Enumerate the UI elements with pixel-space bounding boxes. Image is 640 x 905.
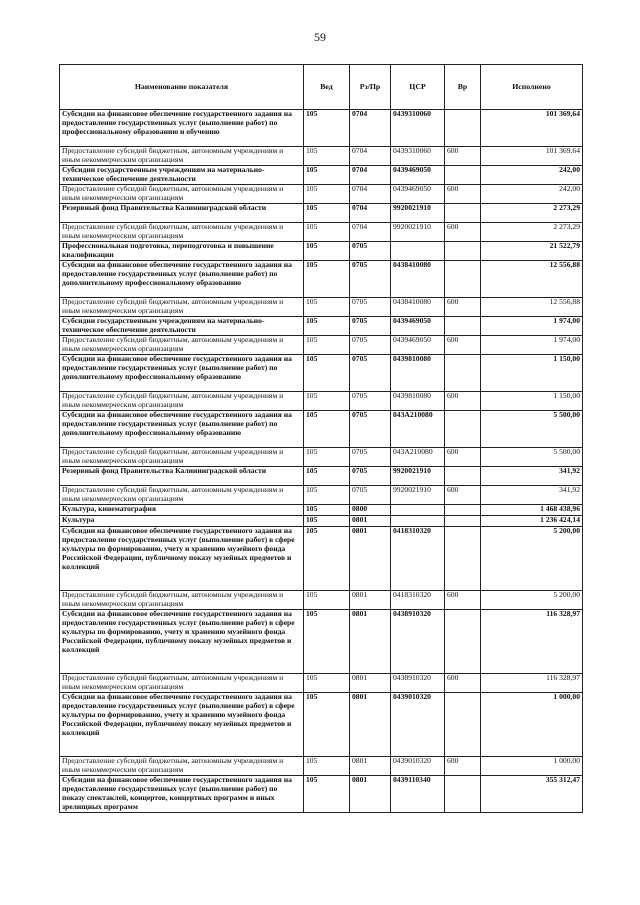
cell-ved: 105	[304, 527, 350, 591]
cell-rzpr: 0705	[350, 261, 391, 298]
page-number: 59	[314, 30, 326, 44]
cell-name: Предоставление субсидий бюджетным, автономным учреждениям и иным некоммерческим организациям	[60, 298, 304, 317]
table-row	[60, 110, 583, 147]
cell-name: Предоставление субсидий бюджетным, автономным учреждениям и иным некоммерческим организациям	[60, 591, 304, 610]
cell-done: 5 500,00	[481, 448, 583, 467]
cell-vr	[445, 610, 481, 674]
cell-vr	[445, 776, 481, 813]
cell-done: 1 000,00	[481, 693, 583, 757]
cell-ved: 105	[304, 166, 350, 185]
cell-rzpr: 0704	[350, 185, 391, 204]
cell-name: Предоставление субсидий бюджетным, автономным учреждениям и иным некоммерческим организациям	[60, 486, 304, 505]
cell-csr: 0439010320	[391, 757, 445, 776]
cell-done: 116 328,97	[481, 674, 583, 693]
cell-done: 2 273,29	[481, 223, 583, 242]
table-row	[60, 204, 583, 223]
cell-name: Субсидии на финансовое обеспечение государственного задания на предоставление государственных услуг (выполнение работ) по дополнительному профессиональному образованию	[60, 411, 304, 448]
cell-csr	[391, 505, 445, 516]
cell-csr: 0418310320	[391, 591, 445, 610]
table-row	[60, 261, 583, 298]
cell-name: Предоставление субсидий бюджетным, автономным учреждениям и иным некоммерческим организациям	[60, 185, 304, 204]
table-row	[60, 147, 583, 166]
cell-rzpr: 0704	[350, 110, 391, 147]
cell-done: 1 000,00	[481, 757, 583, 776]
cell-rzpr: 0705	[350, 486, 391, 505]
cell-csr	[391, 242, 445, 261]
cell-rzpr: 0705	[350, 392, 391, 411]
cell-ved: 105	[304, 223, 350, 242]
cell-ved: 105	[304, 298, 350, 317]
cell-ved: 105	[304, 486, 350, 505]
cell-csr: 0439469050	[391, 336, 445, 355]
cell-rzpr: 0801	[350, 591, 391, 610]
cell-vr: 600	[445, 757, 481, 776]
cell-rzpr: 0705	[350, 242, 391, 261]
table-row	[60, 467, 583, 486]
table-header-row	[60, 65, 583, 110]
cell-csr: 0438410080	[391, 298, 445, 317]
cell-rzpr: 0704	[350, 166, 391, 185]
cell-name: Культура	[60, 516, 304, 527]
cell-name: Предоставление субсидий бюджетным, автономным учреждениям и иным некоммерческим организациям	[60, 147, 304, 166]
cell-vr	[445, 693, 481, 757]
cell-ved: 105	[304, 776, 350, 813]
cell-ved: 105	[304, 204, 350, 223]
cell-vr: 600	[445, 674, 481, 693]
cell-ved: 105	[304, 467, 350, 486]
cell-done: 341,92	[481, 467, 583, 486]
cell-vr	[445, 110, 481, 147]
cell-vr	[445, 516, 481, 527]
table-row	[60, 516, 583, 527]
cell-rzpr: 0801	[350, 610, 391, 674]
cell-done: 21 522,79	[481, 242, 583, 261]
cell-ved: 105	[304, 591, 350, 610]
cell-ved: 105	[304, 411, 350, 448]
cell-done: 355 312,47	[481, 776, 583, 813]
cell-vr	[445, 527, 481, 591]
cell-vr: 600	[445, 223, 481, 242]
cell-name: Предоставление субсидий бюджетным, автономным учреждениям и иным некоммерческим организациям	[60, 674, 304, 693]
cell-rzpr: 0801	[350, 674, 391, 693]
table-row	[60, 336, 583, 355]
header-done: Исполнено	[481, 65, 583, 110]
cell-name: Резервный фонд Правительства Калининградской области	[60, 467, 304, 486]
cell-name: Предоставление субсидий бюджетным, автономным учреждениям и иным некоммерческим организациям	[60, 336, 304, 355]
table-row	[60, 317, 583, 336]
cell-vr	[445, 261, 481, 298]
cell-done: 5 200,00	[481, 591, 583, 610]
cell-csr: 0439110340	[391, 776, 445, 813]
cell-rzpr: 0801	[350, 527, 391, 591]
cell-name: Субсидии государственным учреждениям на материально-техническое обеспечение деятельности	[60, 317, 304, 336]
cell-name: Профессиональная подготовка, переподготовка и повышение квалификации	[60, 242, 304, 261]
table-row	[60, 298, 583, 317]
cell-rzpr: 0801	[350, 516, 391, 527]
table-row	[60, 757, 583, 776]
cell-csr: 9920021910	[391, 486, 445, 505]
cell-csr: 043A210080	[391, 448, 445, 467]
cell-rzpr: 0705	[350, 336, 391, 355]
cell-vr: 600	[445, 448, 481, 467]
cell-ved: 105	[304, 674, 350, 693]
cell-csr: 0439810080	[391, 392, 445, 411]
table-row	[60, 505, 583, 516]
header-csr: ЦСР	[391, 65, 445, 110]
cell-rzpr: 0705	[350, 411, 391, 448]
cell-rzpr: 0705	[350, 355, 391, 392]
cell-name: Субсидии на финансовое обеспечение государственного задания на предоставление государственных услуг (выполнение работ) в сфере культуры по формированию, учету и хранению музейного фонда Российской Федерации, публичному показу музейных предметов и коллекций	[60, 693, 304, 757]
cell-csr: 0439310060	[391, 110, 445, 147]
cell-vr	[445, 166, 481, 185]
cell-done: 5 500,00	[481, 411, 583, 448]
cell-name: Субсидии на финансовое обеспечение государственного задания на предоставление государственных услуг (выполнение работ) по дополнительному профессиональному образованию	[60, 261, 304, 298]
cell-name: Субсидии на финансовое обеспечение государственного задания на предоставление государственных услуг (выполнение работ) по дополнительному профессиональному образованию	[60, 355, 304, 392]
cell-rzpr: 0801	[350, 776, 391, 813]
table-row	[60, 486, 583, 505]
cell-ved: 105	[304, 505, 350, 516]
cell-rzpr: 0705	[350, 298, 391, 317]
table-row	[60, 166, 583, 185]
cell-rzpr: 0704	[350, 223, 391, 242]
cell-csr: 0439310060	[391, 147, 445, 166]
table-row	[60, 776, 583, 813]
cell-done: 1 468 438,96	[481, 505, 583, 516]
cell-name: Субсидии на финансовое обеспечение государственного задания на предоставление государственных услуг (выполнение работ) в сфере культуры по формированию, учету и хранению музейного фонда Российской Федерации, публичному показу музейных предметов и коллекций	[60, 610, 304, 674]
cell-ved: 105	[304, 693, 350, 757]
cell-vr: 600	[445, 336, 481, 355]
table-body	[60, 110, 583, 813]
table-row	[60, 448, 583, 467]
cell-csr: 0418310320	[391, 527, 445, 591]
cell-ved: 105	[304, 448, 350, 467]
header-rzpr: Рз/Пр	[350, 65, 391, 110]
budget-execution-table	[59, 64, 583, 813]
cell-rzpr: 0704	[350, 147, 391, 166]
cell-ved: 105	[304, 317, 350, 336]
cell-done: 1 974,00	[481, 336, 583, 355]
cell-vr	[445, 204, 481, 223]
cell-csr: 043A210080	[391, 411, 445, 448]
cell-name: Предоставление субсидий бюджетным, автономным учреждениям и иным некоммерческим организациям	[60, 757, 304, 776]
cell-csr: 0438910320	[391, 610, 445, 674]
cell-vr: 600	[445, 486, 481, 505]
table-row	[60, 185, 583, 204]
table-row	[60, 392, 583, 411]
cell-vr: 600	[445, 298, 481, 317]
cell-name: Резервный фонд Правительства Калининградской области	[60, 204, 304, 223]
cell-ved: 105	[304, 110, 350, 147]
cell-ved: 105	[304, 392, 350, 411]
cell-rzpr: 0704	[350, 204, 391, 223]
cell-rzpr: 0705	[350, 448, 391, 467]
cell-ved: 105	[304, 261, 350, 298]
cell-vr: 600	[445, 185, 481, 204]
cell-csr: 0439010320	[391, 693, 445, 757]
cell-ved: 105	[304, 185, 350, 204]
cell-name: Предоставление субсидий бюджетным, автономным учреждениям и иным некоммерческим организациям	[60, 223, 304, 242]
cell-rzpr: 0801	[350, 693, 391, 757]
cell-ved: 105	[304, 516, 350, 527]
table-row	[60, 591, 583, 610]
cell-done: 341,92	[481, 486, 583, 505]
cell-ved: 105	[304, 147, 350, 166]
cell-vr	[445, 411, 481, 448]
cell-csr: 0439810080	[391, 355, 445, 392]
cell-vr: 600	[445, 147, 481, 166]
cell-name: Предоставление субсидий бюджетным, автономным учреждениям и иным некоммерческим организациям	[60, 448, 304, 467]
cell-csr: 0438910320	[391, 674, 445, 693]
cell-csr: 9920021910	[391, 467, 445, 486]
cell-done: 12 556,88	[481, 298, 583, 317]
table-row	[60, 674, 583, 693]
cell-done: 1 236 424,14	[481, 516, 583, 527]
cell-csr: 9920021910	[391, 223, 445, 242]
table-row	[60, 355, 583, 392]
cell-csr: 9920021910	[391, 204, 445, 223]
cell-vr	[445, 317, 481, 336]
cell-name: Культура, кинематография	[60, 505, 304, 516]
cell-name: Субсидии государственным учреждениям на материально-техническое обеспечение деятельности	[60, 166, 304, 185]
cell-name: Субсидии на финансовое обеспечение государственного задания на предоставление государственных услуг (выполнение работ) по показу спектаклей, концертов, концертных программ и иных зрелищных программ	[60, 776, 304, 813]
cell-done: 101 369,64	[481, 110, 583, 147]
table-row	[60, 411, 583, 448]
cell-done: 1 974,00	[481, 317, 583, 336]
cell-done: 12 556,88	[481, 261, 583, 298]
header-ved: Вед	[304, 65, 350, 110]
cell-vr	[445, 242, 481, 261]
cell-csr: 0438410080	[391, 261, 445, 298]
cell-vr	[445, 467, 481, 486]
cell-vr: 600	[445, 392, 481, 411]
cell-csr	[391, 516, 445, 527]
cell-done: 242,00	[481, 166, 583, 185]
cell-ved: 105	[304, 242, 350, 261]
cell-csr: 0439469050	[391, 317, 445, 336]
cell-vr: 600	[445, 591, 481, 610]
cell-done: 116 328,97	[481, 610, 583, 674]
cell-rzpr: 0705	[350, 317, 391, 336]
cell-done: 242,00	[481, 185, 583, 204]
table-row	[60, 693, 583, 757]
cell-done: 101 369,64	[481, 147, 583, 166]
cell-rzpr: 0800	[350, 505, 391, 516]
cell-ved: 105	[304, 610, 350, 674]
header-name: Наименование показателя	[60, 65, 304, 110]
cell-ved: 105	[304, 336, 350, 355]
cell-ved: 105	[304, 355, 350, 392]
table-row	[60, 223, 583, 242]
cell-vr	[445, 505, 481, 516]
table-row	[60, 242, 583, 261]
cell-done: 1 150,00	[481, 355, 583, 392]
cell-done: 2 273,29	[481, 204, 583, 223]
table-row	[60, 610, 583, 674]
header-vr: Вр	[445, 65, 481, 110]
cell-ved: 105	[304, 757, 350, 776]
cell-csr: 0439469050	[391, 166, 445, 185]
cell-done: 5 200,00	[481, 527, 583, 591]
cell-name: Субсидии на финансовое обеспечение государственного задания на предоставление государственных услуг (выполнение работ) в сфере культуры по формированию, учету и хранению музейного фонда Российской Федерации, публичному показу музейных предметов и коллекций	[60, 527, 304, 591]
cell-done: 1 150,00	[481, 392, 583, 411]
cell-rzpr: 0705	[350, 467, 391, 486]
cell-csr: 0439469050	[391, 185, 445, 204]
table-row	[60, 527, 583, 591]
cell-rzpr: 0801	[350, 757, 391, 776]
cell-name: Предоставление субсидий бюджетным, автономным учреждениям и иным некоммерческим организациям	[60, 392, 304, 411]
cell-name: Субсидии на финансовое обеспечение государственного задания на предоставление государственных услуг (выполнение работ) по профессиональному образованию и обучению	[60, 110, 304, 147]
cell-vr	[445, 355, 481, 392]
